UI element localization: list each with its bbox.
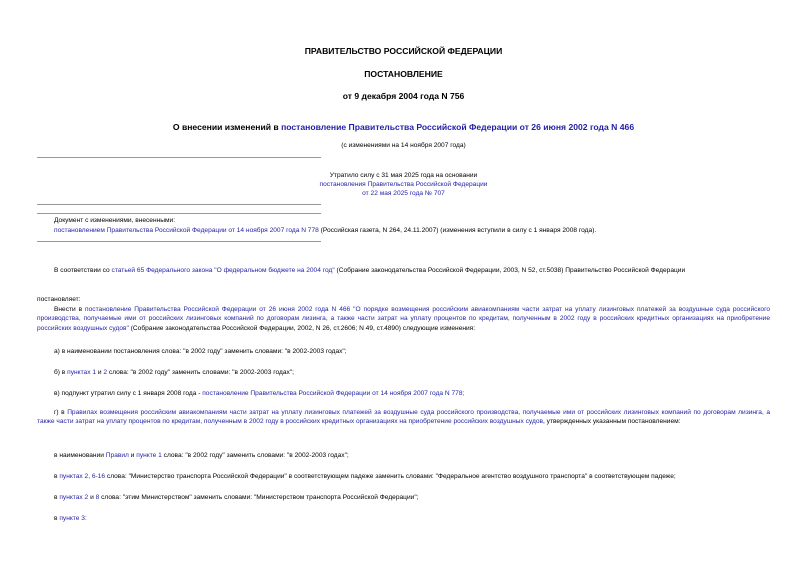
rules-title-link[interactable]: Правил	[105, 452, 129, 459]
item-v-prefix: в) подпункт утратил силу с 1 января 2008 года -	[54, 390, 203, 397]
title-amended-resolution-link[interactable]: постановление Правительства Российской Федерации от 26 июня 2002 года N 466	[281, 122, 635, 132]
item-g-rest: , утвержденных указанным постановлением:	[543, 418, 681, 426]
item-v-suffix: ;	[462, 390, 465, 397]
preamble-prefix: В соответствии со	[54, 267, 112, 274]
item-g	[37, 408, 770, 427]
sub2-points-link[interactable]: пунктах 2, 6-16	[59, 473, 106, 480]
revision-note: (с изменениями на 14 ноября 2007 года)	[341, 142, 466, 149]
document-title	[0, 122, 807, 132]
sub3-point2-link[interactable]: пунктах 2	[59, 494, 89, 501]
sub1-and: и	[128, 452, 137, 459]
resolves-text: постановляет:	[37, 296, 81, 303]
amendment-resolution-link[interactable]: постановлением Правительства Российской Федерации от 14 ноября 2007 года N 778	[54, 227, 319, 234]
sub3-prefix: в	[54, 494, 60, 501]
date-number-heading: от 9 декабря 2004 года N 756	[342, 91, 465, 101]
expired-date-link[interactable]: от 22 мая 2025 года № 707	[362, 190, 445, 197]
government-heading: ПРАВИТЕЛЬСТВО РОССИЙСКОЙ ФЕДЕРАЦИИ	[304, 46, 503, 56]
main-paragraph	[37, 305, 770, 333]
sub2-prefix: в	[54, 473, 60, 480]
item-b-prefix: б) в	[54, 369, 68, 376]
main-prefix: Внести в	[54, 306, 86, 313]
amendments-label: Документ с изменениями, внесенными:	[54, 217, 176, 224]
item-b-point2-link[interactable]: 2	[103, 369, 108, 376]
sub-item-3	[54, 493, 419, 502]
sub4-point3-link[interactable]: пункте 3	[59, 515, 85, 522]
preamble-rest: (Собрание законодательства Российской Федерации, 2003, N 52, ст.5038) Правительство Российской Федерации	[334, 267, 686, 274]
separator-rule	[37, 241, 321, 242]
doc-type-heading: ПОСТАНОВЛЕНИЕ	[364, 69, 443, 79]
preamble-paragraph	[54, 266, 685, 275]
expired-line-1: Утратило силу с 31 мая 2025 года на основании	[329, 172, 478, 179]
separator-rule	[37, 157, 321, 158]
sub-item-1	[54, 451, 349, 460]
sub-item-2	[54, 472, 676, 481]
separator-rule	[37, 213, 321, 214]
sub1-prefix: в наименовании	[54, 452, 106, 459]
sub4-prefix: в	[54, 515, 60, 522]
item-g-prefix: г) в	[54, 409, 68, 416]
sub-item-4	[54, 514, 87, 523]
title-prefix: О внесении изменений в	[172, 122, 282, 132]
sub3-and: и	[88, 494, 96, 501]
expired-resolution-link[interactable]: постановления Правительства Российской Федерации	[319, 181, 488, 188]
sub4-suffix: :	[84, 515, 87, 522]
sub3-point8-link[interactable]: 8	[95, 494, 100, 501]
main-resolution-link[interactable]: постановление Правительства Российской Федерации от 26 июня 2002 года N 466	[85, 306, 351, 313]
main-rest: (Собрание законодательства Российской Федерации, 2002, N 26, ст.2606; N 49, ст.4890) следующие изменения:	[128, 324, 476, 332]
item-b-and: и	[96, 369, 104, 376]
amendments-line	[54, 226, 596, 235]
item-b-point1-link[interactable]: пунктах 1	[67, 369, 97, 376]
sub2-rest: слова: "Министерство транспорта Российской Федерации" в соответствующем падеже заменить словами: "Федеральное агентство воздушного транспорта" в соответствующем падеже;	[105, 473, 676, 480]
item-v-link[interactable]: постановление Правительства Российской Федерации от 14 ноября 2007 года N 778	[202, 390, 463, 397]
item-v	[54, 389, 464, 398]
rules-link[interactable]: Правилах возмещения российским авиакомпаниям части затрат на уплату лизинговых платежей за воздушные суда российского производства, получаемые ими от российских лизинговых компаний по договорам лизинга, а также части затрат на уплату процентов по кредитам, полученным в 2002 году в российских кредитных организациях на приобретение российских воздушных судов	[37, 409, 770, 426]
main-resolution-title-link[interactable]: "О порядке возмещения российским авиакомпаниям части затрат на уплату лизинговых платежей за воздушные суда российского производства, получаемые ими от российских лизинговых компаний по договорам лизинга, а также части затрат на уплату процентов по кредитам, полученным в 2002 году в российских кредитных организациях на приобретение российских воздушных судов"	[37, 306, 771, 332]
sub1-rest: слова: "в 2002 году" заменить словами: "в 2002-2003 годах";	[161, 452, 349, 459]
amendments-rest: (Российская газета, N 264, 24.11.2007) (изменения вступили в силу с 1 января 2008 года).	[318, 227, 597, 234]
item-a: а) в наименовании постановления слова: "в 2002 году" заменить словами: "в 2002-2003 годах";	[54, 348, 347, 355]
item-b	[54, 368, 294, 377]
sub3-rest: слова: "этим Министерством" заменить словами: "Министерством транспорта Российской Федерации";	[99, 494, 419, 501]
separator-rule	[37, 204, 321, 205]
item-b-rest: слова: "в 2002 году" заменить словами: "в 2002-2003 годах";	[107, 369, 294, 376]
sub1-point1-link[interactable]: пункте 1	[136, 452, 162, 459]
federal-law-link[interactable]: статьей 65 Федерального закона "О федеральном бюджете на 2004 год"	[111, 267, 335, 274]
